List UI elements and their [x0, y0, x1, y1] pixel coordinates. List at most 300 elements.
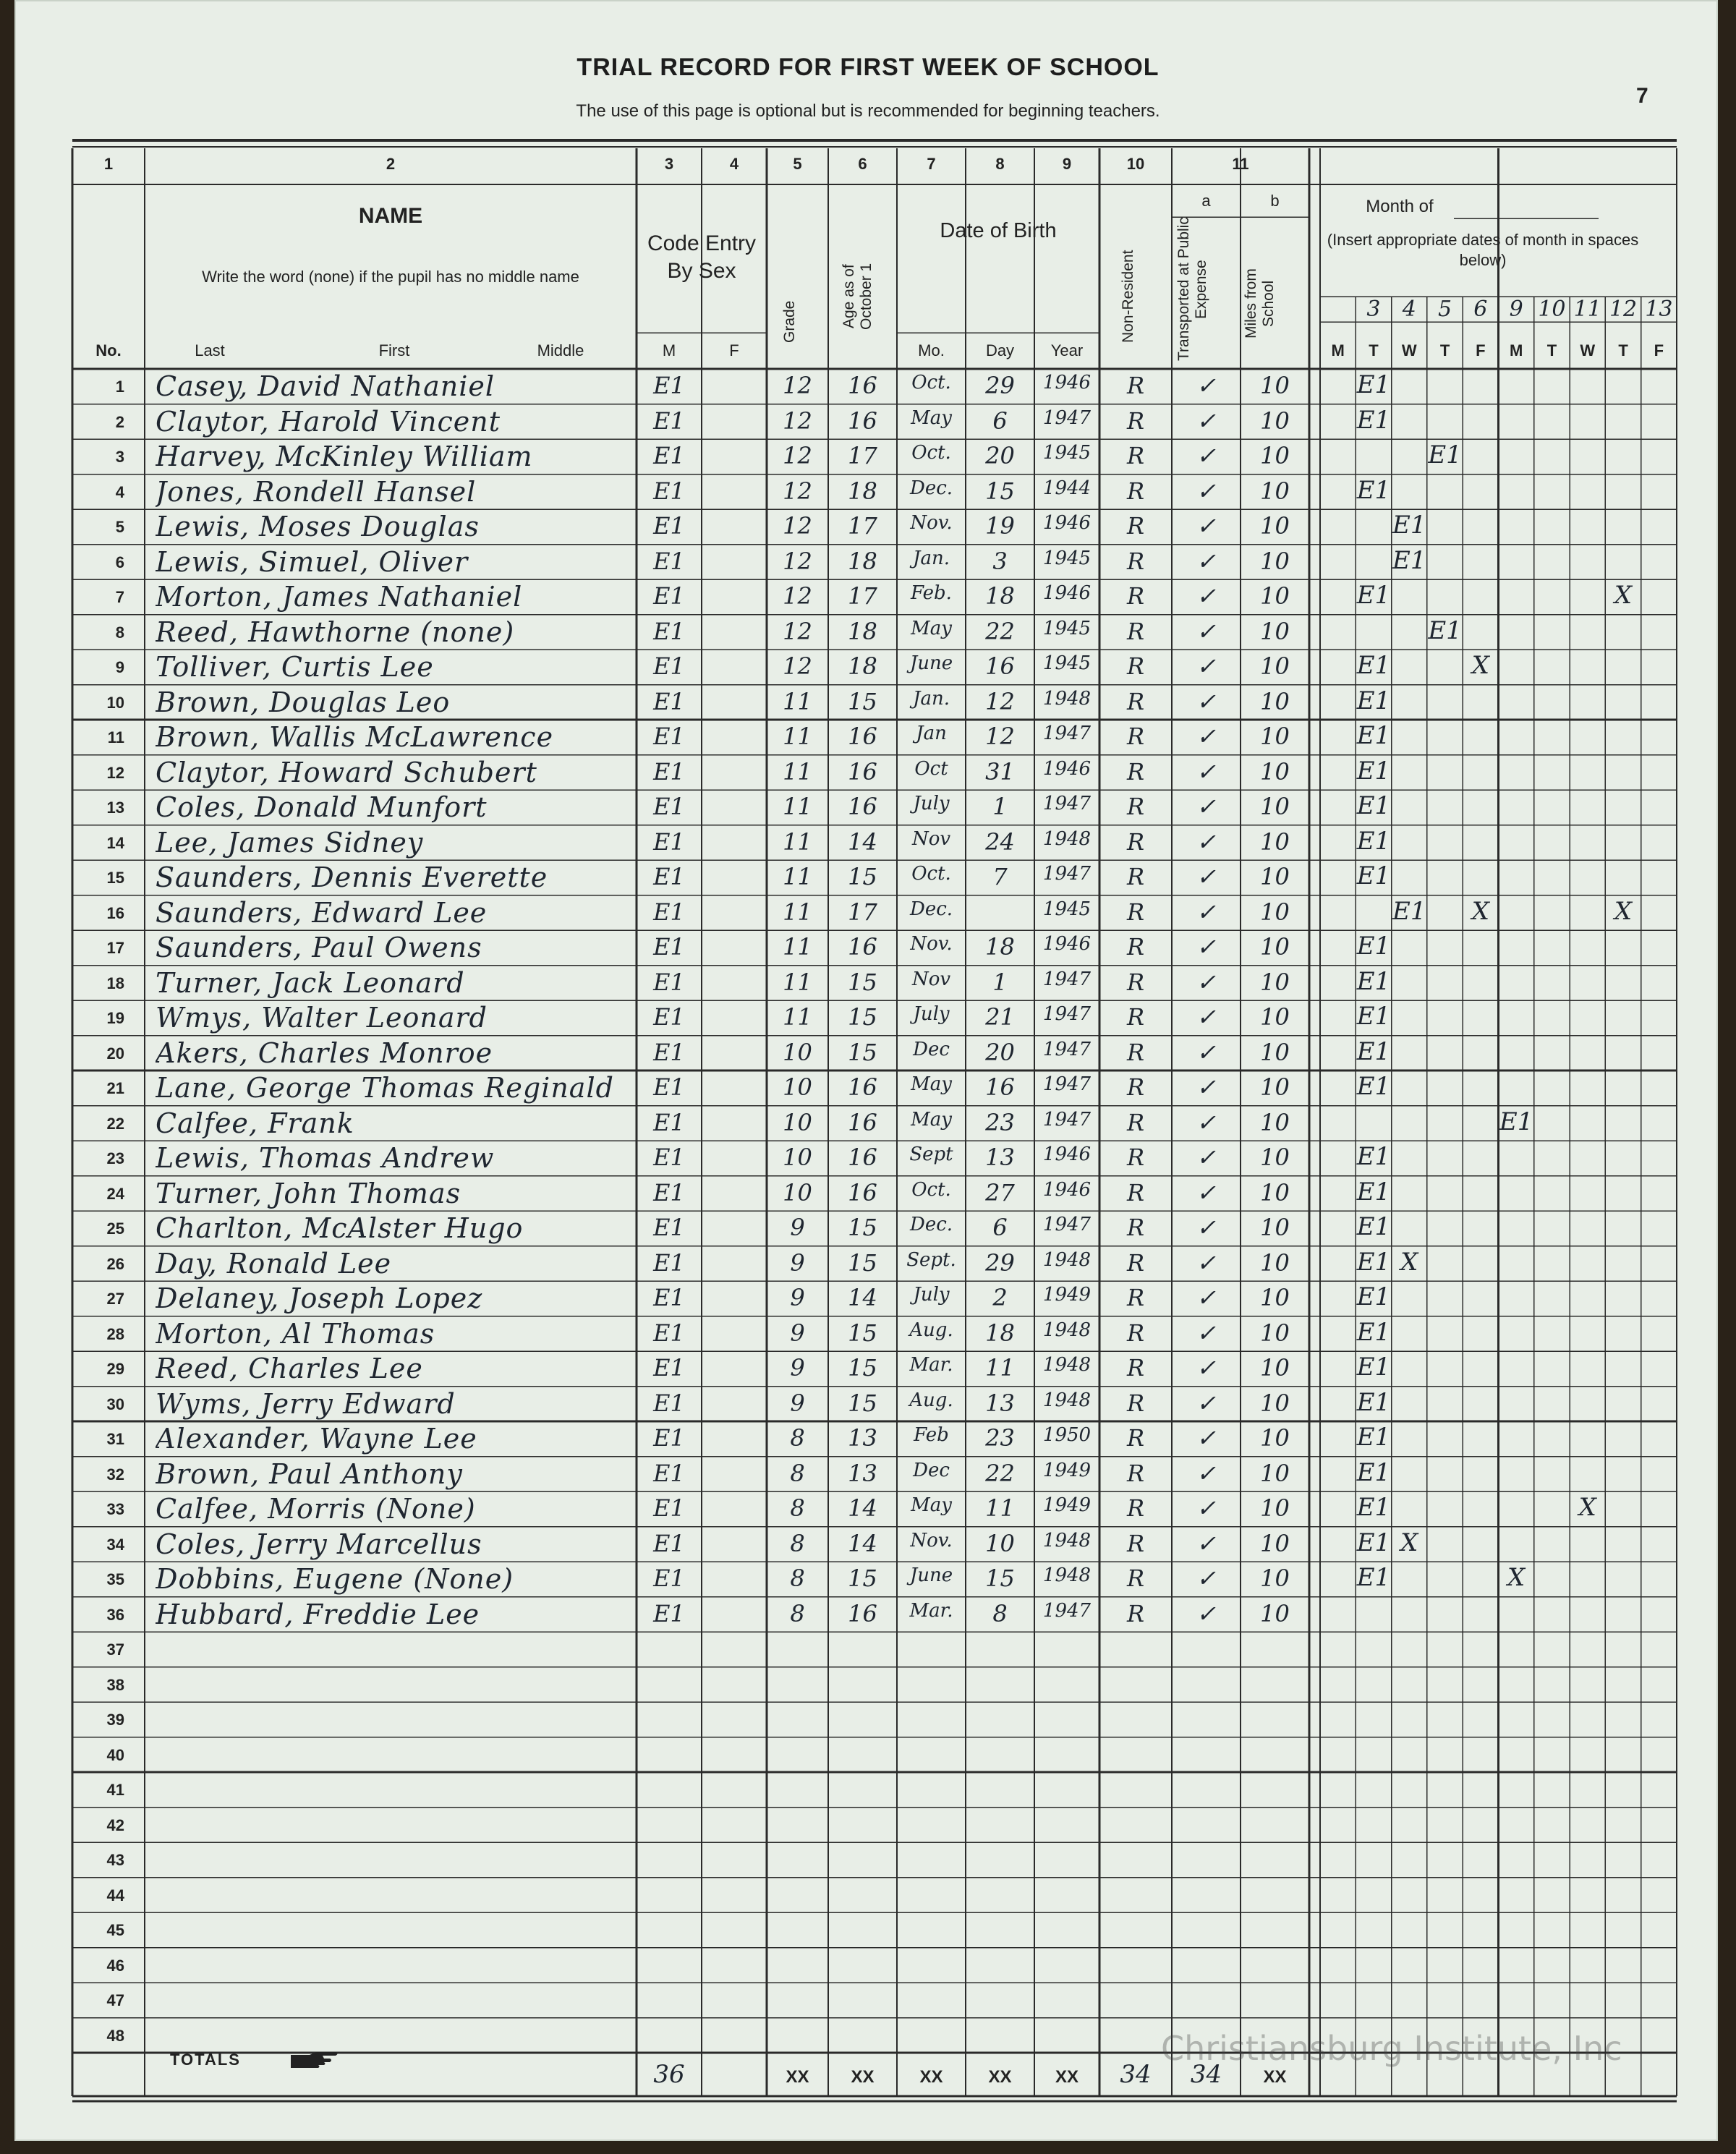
- mo-cell: Jan.: [913, 547, 950, 569]
- month-date: 12: [1609, 297, 1638, 322]
- res-cell: R: [1126, 617, 1145, 645]
- pupil-name: Lewis, Thomas Andrew: [156, 1142, 495, 1174]
- pupil-name: Tolliver, Curtis Lee: [156, 651, 434, 683]
- code-entry-header: Code Entry By Sex: [647, 231, 757, 283]
- mi-cell: 10: [1260, 898, 1290, 926]
- attendance-mark: E1: [1356, 1072, 1391, 1101]
- grade-cell: 9: [790, 1354, 805, 1382]
- code-cell: E1: [653, 723, 685, 750]
- page-number: 7: [1636, 84, 1648, 108]
- mi-cell: 10: [1260, 1459, 1290, 1487]
- transported-header: Transported at Public Expense: [1175, 217, 1209, 362]
- year-cell: 1946: [1042, 757, 1092, 780]
- column-number: 11: [1232, 155, 1249, 173]
- pointing-hand-icon: [289, 2049, 340, 2071]
- age-cell: 15: [848, 1214, 877, 1241]
- grade-cell: 8: [790, 1599, 805, 1627]
- weekday-header: T: [1546, 341, 1557, 359]
- year-cell: 1949: [1042, 1494, 1092, 1516]
- row-number: 25: [106, 1219, 124, 1238]
- code-cell: E1: [653, 757, 685, 786]
- day-cell: 22: [985, 1459, 1015, 1487]
- mi-cell: 10: [1260, 1108, 1290, 1136]
- pupil-name: Reed, Charles Lee: [156, 1353, 423, 1384]
- tr-cell: ✓: [1196, 793, 1216, 820]
- mo-header: Mo.: [918, 341, 945, 359]
- year-cell: 1945: [1042, 547, 1092, 569]
- year-cell: 1947: [1042, 793, 1092, 814]
- pupil-name: Morton, James Nathaniel: [156, 581, 523, 613]
- mo-cell: July: [913, 793, 950, 814]
- res-cell: R: [1126, 723, 1145, 750]
- tr-cell: ✓: [1196, 933, 1216, 961]
- row-number: 24: [106, 1184, 124, 1203]
- grade-cell: 11: [783, 968, 812, 996]
- mo-cell: Oct.: [911, 1178, 951, 1201]
- pupil-name: Wyms, Jerry Edward: [156, 1387, 456, 1420]
- res-cell: R: [1126, 1144, 1145, 1171]
- grade-cell: 10: [783, 1144, 812, 1171]
- mo-cell: Feb.: [911, 582, 952, 604]
- day-cell: 18: [985, 933, 1015, 961]
- day-cell: 24: [985, 827, 1015, 856]
- day-cell: 8: [992, 1599, 1008, 1627]
- tr-cell: ✓: [1196, 1389, 1216, 1417]
- res-cell: R: [1126, 793, 1145, 820]
- tr-cell: ✓: [1196, 547, 1216, 575]
- column-number: 7: [927, 155, 936, 173]
- column-number: 4: [729, 155, 739, 173]
- name-instructions: Write the word (none) if the pupil has no middle name: [202, 268, 579, 286]
- day-cell: 2: [992, 1284, 1008, 1311]
- age-cell: 18: [848, 617, 877, 645]
- year-cell: 1946: [1042, 582, 1092, 604]
- attendance-mark: E1: [1356, 826, 1391, 856]
- tr-cell: ✓: [1196, 1073, 1216, 1101]
- pupil-name: Dobbins, Eugene (None): [156, 1563, 514, 1595]
- mi-cell: 10: [1260, 1073, 1290, 1101]
- year-cell: 1949: [1042, 1284, 1092, 1306]
- year-cell: 1946: [1042, 1178, 1092, 1201]
- row-number: 35: [106, 1570, 124, 1588]
- mi-cell: 10: [1260, 617, 1290, 645]
- attendance-mark: E1: [1356, 1528, 1391, 1557]
- attendance-mark: E1: [1356, 1212, 1391, 1241]
- row-number: 20: [106, 1044, 124, 1063]
- res-cell: R: [1126, 1354, 1145, 1382]
- weekday-header: T: [1439, 341, 1450, 359]
- grade-cell: 12: [783, 442, 812, 469]
- mi-cell: 10: [1260, 1214, 1290, 1241]
- total-year: XX: [1055, 2067, 1078, 2087]
- attendance-mark: E1: [1428, 440, 1462, 469]
- column-number: 6: [858, 155, 867, 173]
- pupil-name: Brown, Douglas Leo: [156, 686, 451, 718]
- row-number: 31: [106, 1430, 124, 1448]
- res-cell: R: [1126, 1424, 1145, 1452]
- code-cell: E1: [653, 1494, 685, 1522]
- mi-cell: 10: [1260, 687, 1290, 715]
- year-cell: 1947: [1042, 863, 1092, 885]
- tr-cell: ✓: [1196, 1529, 1216, 1557]
- grade-cell: 11: [783, 827, 812, 856]
- code-cell: E1: [653, 512, 685, 540]
- column-number: 5: [793, 155, 802, 173]
- attendance-mark: X: [1400, 1247, 1418, 1277]
- attendance-mark: E1: [1356, 581, 1391, 610]
- tr-cell: ✓: [1196, 1494, 1216, 1522]
- mi-cell: 10: [1260, 968, 1290, 996]
- day-cell: 11: [985, 1354, 1015, 1382]
- day-cell: 6: [992, 1214, 1008, 1241]
- res-cell: R: [1126, 1319, 1145, 1347]
- mi-cell: 10: [1260, 1248, 1290, 1277]
- mo-cell: July: [913, 1003, 950, 1025]
- day-cell: 11: [985, 1494, 1015, 1522]
- day-cell: 12: [985, 687, 1015, 715]
- attendance-mark: E1: [1356, 651, 1391, 680]
- row-number: 42: [106, 1815, 124, 1834]
- code-cell: E1: [653, 793, 685, 820]
- watermark: Christiansburg Institute, Inc: [1161, 2029, 1622, 2068]
- attendance-mark: E1: [1356, 756, 1391, 786]
- attendance-mark: E1: [1356, 791, 1391, 820]
- mi-cell: 10: [1260, 793, 1290, 820]
- code-cell: E1: [653, 617, 685, 645]
- row-number: 15: [106, 869, 124, 887]
- tr-cell: ✓: [1196, 406, 1216, 435]
- weekday-header: T: [1369, 341, 1379, 359]
- month-date: 10: [1538, 297, 1566, 322]
- age-cell: 16: [848, 723, 877, 750]
- mo-cell: Oct.: [911, 372, 951, 393]
- column-number: 9: [1062, 155, 1072, 173]
- tr-cell: ✓: [1196, 757, 1216, 786]
- column-number: 1: [103, 155, 114, 173]
- res-cell: R: [1126, 1529, 1145, 1557]
- age-cell: 14: [848, 1284, 877, 1311]
- row-number: 37: [106, 1640, 124, 1659]
- attendance-mark: E1: [1356, 686, 1391, 715]
- year-cell: 1948: [1042, 1354, 1092, 1376]
- res-cell: R: [1126, 406, 1145, 435]
- res-cell: R: [1126, 1214, 1145, 1241]
- age-cell: 18: [848, 547, 877, 575]
- totals-label: TOTALS: [170, 2051, 241, 2069]
- pupil-name: Turner, John Thomas: [156, 1177, 461, 1209]
- tr-cell: ✓: [1196, 652, 1216, 680]
- res-cell: R: [1126, 1599, 1145, 1627]
- row-number: 19: [106, 1009, 124, 1027]
- grade-cell: 8: [790, 1459, 805, 1487]
- middle-header: Middle: [537, 341, 584, 359]
- day-cell: 15: [985, 1565, 1015, 1592]
- mi-cell: 10: [1260, 1284, 1290, 1311]
- mo-cell: Feb: [914, 1424, 949, 1446]
- tr-cell: ✓: [1196, 1599, 1216, 1627]
- res-cell: R: [1126, 512, 1145, 540]
- mi-cell: 10: [1260, 1354, 1290, 1382]
- tr-cell: ✓: [1196, 1284, 1216, 1311]
- age-cell: 14: [848, 1494, 877, 1522]
- mo-cell: Mar.: [909, 1599, 953, 1622]
- total-tr: 34: [1190, 2060, 1222, 2089]
- pupil-name: Akers, Charles Monroe: [156, 1036, 493, 1069]
- row-number: 17: [106, 939, 124, 957]
- attendance-mark: E1: [1356, 861, 1391, 890]
- row-number: 45: [106, 1921, 124, 1939]
- mi-cell: 10: [1260, 863, 1290, 890]
- tr-cell: ✓: [1196, 512, 1216, 540]
- row-number: 26: [106, 1254, 124, 1273]
- code-cell: E1: [653, 547, 685, 575]
- pupil-name: Saunders, Paul Owens: [156, 932, 482, 963]
- mo-cell: May: [911, 406, 952, 429]
- mi-cell: 10: [1260, 1529, 1290, 1557]
- tr-cell: ✓: [1196, 1178, 1216, 1206]
- code-cell: E1: [653, 1144, 685, 1171]
- month-date: 6: [1473, 297, 1488, 322]
- year-cell: 1946: [1042, 372, 1092, 393]
- day-cell: 20: [985, 1038, 1015, 1066]
- pupil-name: Calfee, Frank: [156, 1107, 354, 1139]
- grade-cell: 10: [783, 1108, 812, 1136]
- name-header: NAME: [358, 204, 423, 228]
- mi-cell: 10: [1260, 1565, 1290, 1592]
- year-cell: 1950: [1042, 1424, 1092, 1446]
- grade-cell: 9: [790, 1319, 805, 1347]
- mo-cell: Dec: [913, 1459, 950, 1481]
- total-mi: XX: [1263, 2067, 1287, 2087]
- non-resident-header: Non-Resident: [1120, 250, 1136, 344]
- row-number: 34: [106, 1535, 124, 1554]
- mo-cell: Nov: [911, 827, 951, 850]
- total-m: 36: [653, 2060, 685, 2089]
- attendance-mark: E1: [1356, 1563, 1391, 1592]
- attendance-mark: E1: [1356, 370, 1391, 399]
- attendance-mark: E1: [1356, 966, 1391, 996]
- res-cell: R: [1126, 442, 1145, 469]
- age-cell: 15: [848, 1003, 877, 1031]
- age-cell: 17: [848, 898, 877, 926]
- row-number: 5: [115, 518, 124, 536]
- row-number: 30: [106, 1395, 124, 1413]
- mo-cell: Oct: [914, 757, 948, 780]
- mi-cell: 10: [1260, 442, 1290, 469]
- attendance-mark: X: [1400, 1528, 1418, 1557]
- column-number: 8: [995, 155, 1005, 173]
- tr-cell: ✓: [1196, 1459, 1216, 1487]
- row-number: 12: [106, 763, 124, 782]
- day-cell: 7: [992, 863, 1008, 890]
- year-cell: 1947: [1042, 1073, 1092, 1095]
- year-cell: 1945: [1042, 898, 1092, 920]
- grade-cell: 9: [790, 1248, 805, 1277]
- weekday-header: F: [1476, 341, 1486, 359]
- pupil-name: Coles, Jerry Marcellus: [156, 1528, 482, 1560]
- mi-cell: 10: [1260, 1178, 1290, 1206]
- sub-column-a: a: [1201, 192, 1211, 210]
- tr-cell: ✓: [1196, 1248, 1216, 1277]
- weekday-header: W: [1401, 341, 1417, 359]
- code-cell: E1: [653, 1108, 685, 1136]
- month-date: 9: [1509, 297, 1523, 322]
- attendance-mark: E1: [1356, 1177, 1391, 1206]
- tr-cell: ✓: [1196, 477, 1216, 505]
- row-number: 14: [106, 833, 124, 852]
- day-cell: 15: [985, 477, 1015, 505]
- mi-cell: 10: [1260, 1003, 1290, 1031]
- age-cell: 16: [848, 406, 877, 435]
- day-cell: 1: [992, 793, 1008, 820]
- mo-cell: Dec: [913, 1038, 950, 1060]
- tr-cell: ✓: [1196, 827, 1216, 856]
- pupil-name: Charlton, McAlster Hugo: [156, 1212, 524, 1244]
- res-cell: R: [1126, 1178, 1145, 1206]
- day-cell: 16: [985, 652, 1015, 680]
- row-number: 11: [107, 728, 124, 746]
- grade-cell: 10: [783, 1038, 812, 1066]
- row-number: 6: [115, 553, 124, 571]
- age-cell: 14: [848, 827, 877, 856]
- day-cell: 27: [985, 1178, 1015, 1206]
- pupil-name: Harvey, McKinley William: [156, 440, 533, 472]
- code-cell: E1: [653, 1424, 685, 1452]
- pupil-name: Claytor, Howard Schubert: [156, 756, 537, 788]
- res-cell: R: [1126, 1565, 1145, 1592]
- attendance-mark: X: [1614, 581, 1633, 610]
- mi-cell: 10: [1260, 1599, 1290, 1627]
- mi-cell: 10: [1260, 1389, 1290, 1417]
- mo-cell: July: [913, 1284, 950, 1306]
- age-cell: 16: [848, 1108, 877, 1136]
- age-cell: 15: [848, 1248, 877, 1277]
- mo-cell: Mar.: [909, 1354, 953, 1376]
- tr-cell: ✓: [1196, 1424, 1216, 1452]
- mo-cell: May: [911, 617, 952, 639]
- total-day: XX: [988, 2067, 1012, 2087]
- code-cell: E1: [653, 406, 685, 435]
- month-date: 4: [1402, 297, 1416, 322]
- day-cell: 10: [985, 1529, 1015, 1557]
- weekday-header: T: [1618, 341, 1628, 359]
- mi-cell: 10: [1260, 652, 1290, 680]
- tr-cell: ✓: [1196, 1354, 1216, 1382]
- mi-cell: 10: [1260, 512, 1290, 540]
- res-cell: R: [1126, 1003, 1145, 1031]
- row-number: 47: [106, 1991, 124, 2009]
- m-header: M: [662, 341, 676, 359]
- day-cell: 13: [985, 1389, 1015, 1417]
- attendance-mark: E1: [1356, 1317, 1391, 1347]
- grade-cell: 11: [783, 723, 812, 750]
- age-cell: 17: [848, 582, 877, 610]
- year-header: Year: [1050, 341, 1084, 359]
- res-cell: R: [1126, 968, 1145, 996]
- year-cell: 1948: [1042, 827, 1092, 850]
- page-title: TRIAL RECORD FOR FIRST WEEK OF SCHOOL: [576, 54, 1160, 81]
- year-cell: 1945: [1042, 652, 1092, 674]
- attendance-mark: E1: [1356, 1247, 1391, 1277]
- mo-cell: May: [911, 1494, 952, 1516]
- grade-cell: 11: [783, 793, 812, 820]
- code-cell: E1: [653, 1354, 685, 1382]
- column-number: 2: [386, 155, 396, 173]
- tr-cell: ✓: [1196, 1319, 1216, 1347]
- pupil-name: Turner, Jack Leonard: [156, 966, 465, 999]
- grade-cell: 12: [783, 372, 812, 399]
- day-cell: 29: [985, 372, 1015, 399]
- pupil-name: Claytor, Harold Vincent: [156, 405, 501, 438]
- year-cell: 1948: [1042, 687, 1092, 710]
- age-cell: 16: [848, 793, 877, 820]
- weekday-header: M: [1331, 341, 1345, 359]
- grade-cell: 12: [783, 652, 812, 680]
- mo-cell: Nov.: [910, 1529, 953, 1551]
- row-number: 18: [106, 974, 124, 992]
- row-number: 7: [115, 588, 124, 606]
- row-number: 1: [115, 378, 124, 396]
- age-cell: 16: [848, 933, 877, 961]
- res-cell: R: [1126, 477, 1145, 505]
- attendance-mark: E1: [1356, 1036, 1391, 1066]
- year-cell: 1949: [1042, 1459, 1092, 1481]
- attendance-mark: E1: [1356, 1457, 1391, 1487]
- age-cell: 17: [848, 442, 877, 469]
- tr-cell: ✓: [1196, 582, 1216, 610]
- row-number: 23: [106, 1149, 124, 1167]
- age-cell: 16: [848, 1178, 877, 1206]
- year-cell: 1947: [1042, 1599, 1092, 1622]
- attendance-mark: E1: [1392, 896, 1426, 926]
- year-cell: 1948: [1042, 1248, 1092, 1271]
- day-cell: 6: [992, 406, 1008, 435]
- attendance-mark: E1: [1392, 545, 1426, 575]
- mi-cell: 10: [1260, 827, 1290, 856]
- mo-cell: June: [909, 652, 953, 674]
- year-cell: 1944: [1042, 477, 1092, 499]
- row-number: 39: [106, 1711, 124, 1729]
- mo-cell: Jan: [916, 723, 947, 744]
- age-cell: 17: [848, 512, 877, 540]
- column-number: 10: [1126, 155, 1145, 173]
- row-number: 43: [106, 1851, 124, 1869]
- res-cell: R: [1126, 1494, 1145, 1522]
- age-cell: 14: [848, 1529, 877, 1557]
- year-cell: 1945: [1042, 617, 1092, 639]
- mi-cell: 10: [1260, 723, 1290, 750]
- res-cell: R: [1126, 1284, 1145, 1311]
- code-cell: E1: [653, 652, 685, 680]
- dob-header: Date of Birth: [940, 219, 1057, 242]
- mo-cell: Dec.: [909, 477, 953, 499]
- age-header: Age as of October 1: [841, 263, 875, 331]
- weekday-header: F: [1654, 341, 1664, 359]
- res-cell: R: [1126, 933, 1145, 961]
- attendance-mark: E1: [1356, 1002, 1391, 1031]
- tr-cell: ✓: [1196, 1565, 1216, 1592]
- no-header: No.: [95, 341, 122, 359]
- year-cell: 1946: [1042, 1144, 1092, 1165]
- row-number: 21: [106, 1079, 124, 1097]
- age-cell: 13: [848, 1459, 877, 1487]
- day-cell: 16: [985, 1073, 1015, 1101]
- row-number: 41: [106, 1781, 124, 1799]
- total-grade: XX: [786, 2067, 809, 2087]
- code-cell: E1: [653, 933, 685, 961]
- res-cell: R: [1126, 827, 1145, 856]
- day-cell: 3: [992, 547, 1008, 575]
